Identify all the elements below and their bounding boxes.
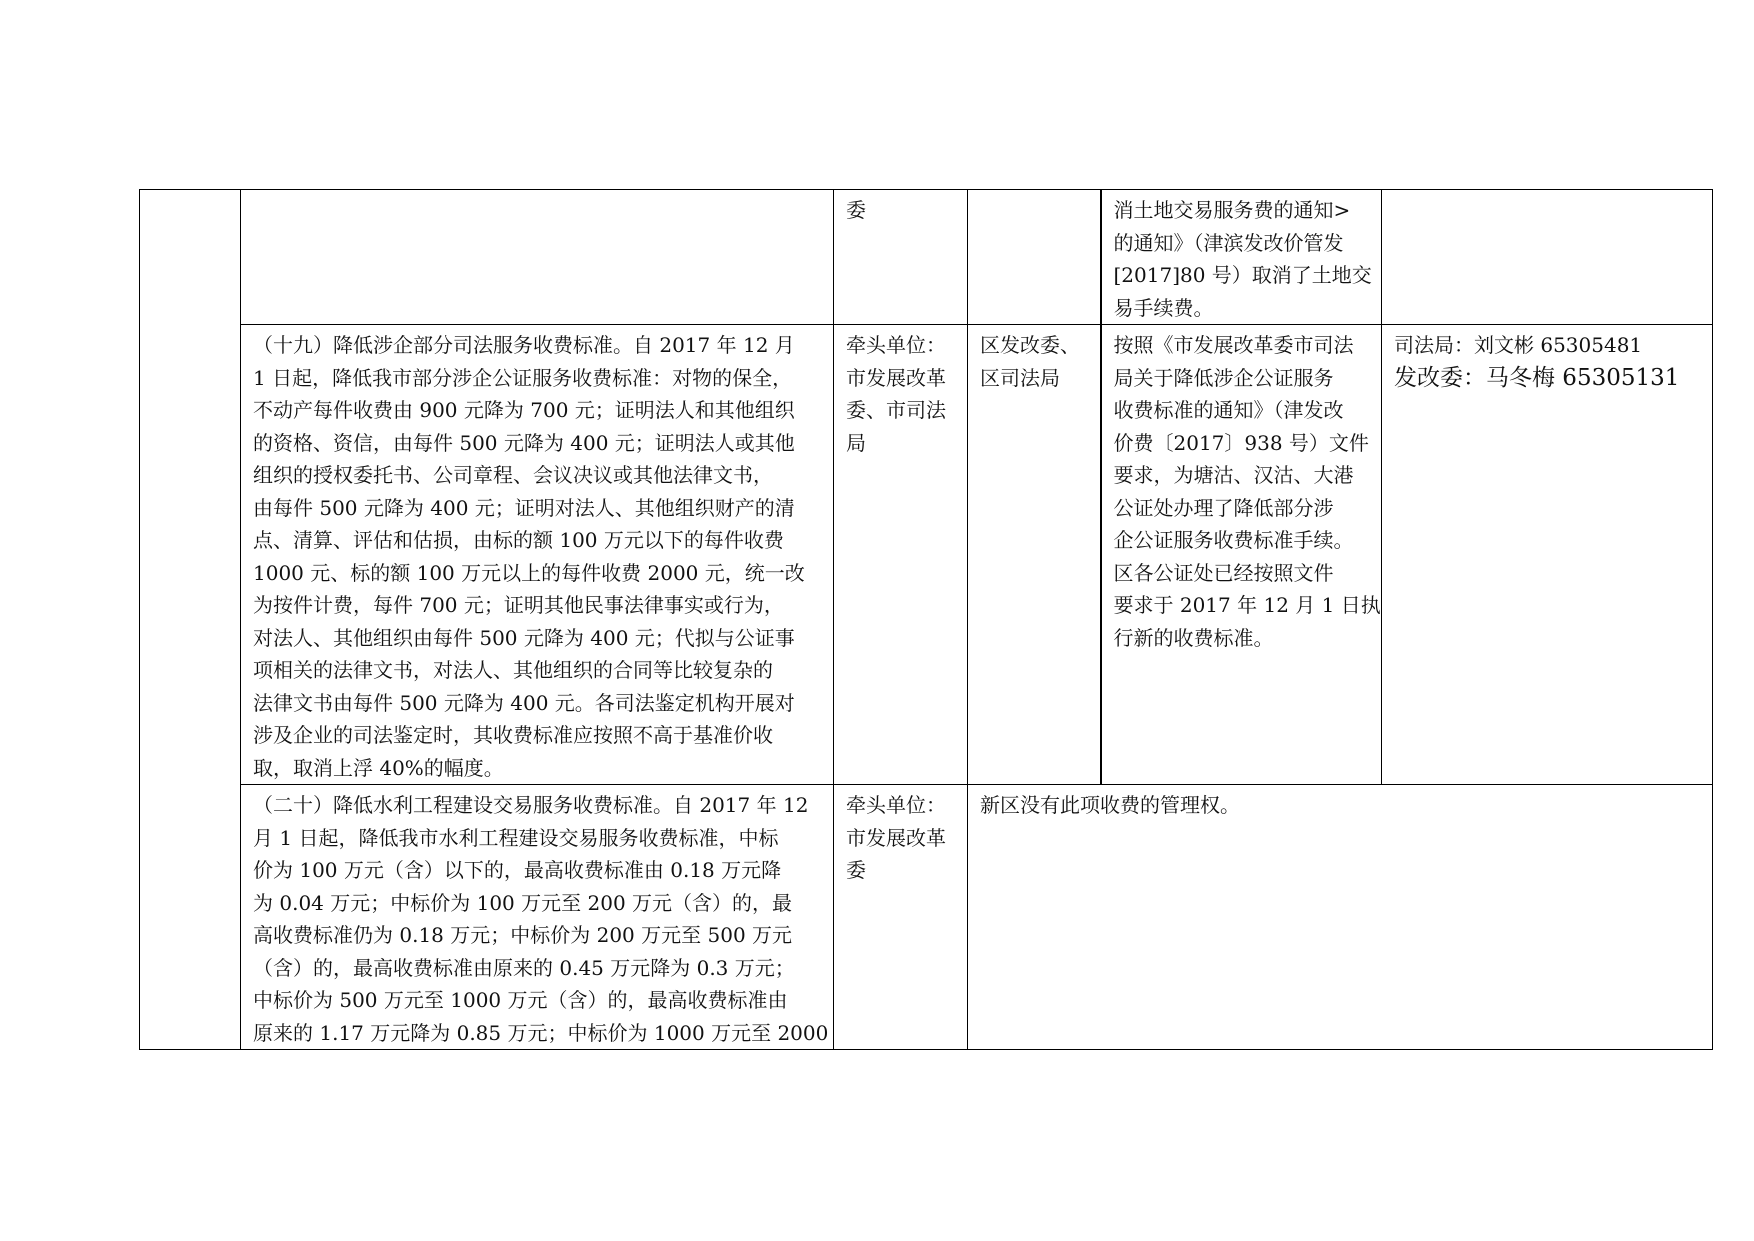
lead-unit-line: 牵头单位：	[846, 333, 946, 357]
progress-line: 区各公证处已经按照文件	[1113, 560, 1334, 585]
lead-unit-cell	[834, 325, 968, 785]
contact-cell	[1382, 190, 1713, 325]
progress-line: 按照《市发展改革委市司法	[1113, 333, 1354, 357]
measure-line: 的资格、资信，由每件 500 元降为 400 元；证明法人或其他	[253, 430, 795, 455]
table-row	[140, 785, 1713, 1050]
progress-line: 消土地交易服务费的通知>	[1113, 198, 1351, 222]
note-text: 新区没有此项收费的管理权。	[980, 793, 1240, 817]
measure-line: 价为 100 万元（含）以下的，最高收费标准由 0.18 万元降	[253, 858, 782, 882]
contact-cell	[1382, 325, 1713, 785]
progress-line: 易手续费。	[1113, 295, 1214, 320]
index-cell	[140, 190, 241, 1050]
measure-line: 1 日起，降低我市部分涉企公证服务收费标准：对物的保全，	[253, 365, 793, 390]
lead-unit-text: 委	[846, 198, 866, 222]
contact-line: 发改委：马冬梅 65305131	[1394, 364, 1680, 391]
lead-unit-line: 市发展改革	[846, 365, 946, 390]
progress-line: 的通知》（津滨发改价管发	[1113, 230, 1344, 255]
lead-unit-cell	[834, 785, 968, 1050]
measure-line: 高收费标准仍为 0.18 万元；中标价为 200 万元至 500 万元	[253, 923, 793, 947]
measure-line: 由每件 500 元降为 400 元；证明对法人、其他组织财产的清	[253, 495, 795, 520]
progress-line: 要求于 2017 年 12 月 1 日执	[1113, 593, 1381, 617]
measure-line: 原来的 1.17 万元降为 0.85 万元；中标价为 1000 万元至 2000	[253, 1020, 829, 1045]
contact-line: 司法局：刘文彬 65305481	[1394, 333, 1643, 357]
measure-line: （含）的，最高收费标准由原来的 0.45 万元降为 0.3 万元；	[253, 955, 795, 980]
measure-line: 为 0.04 万元；中标价为 100 万元至 200 万元（含）的，最	[253, 890, 793, 915]
progress-line: 要求，为塘沽、汉沽、大港	[1113, 463, 1354, 487]
measure-line: 月 1 日起，降低我市水利工程建设交易服务收费标准，中标	[253, 825, 779, 850]
table-row	[140, 325, 1713, 785]
measure-line: 对法人、其他组织由每件 500 元降为 400 元；代拟与公证事	[253, 625, 795, 650]
measure-line: 点、清算、评估和估损，由标的额 100 万元以下的每件收费	[253, 528, 784, 552]
lead-unit-line: 市发展改革	[846, 825, 946, 850]
measure-line: 组织的授权委托书、公司章程、会议决议或其他法律文书，	[253, 463, 773, 487]
measure-line: 不动产每件收费由 900 元降为 700 元；证明法人和其他组织	[253, 398, 795, 422]
measure-cell	[241, 785, 834, 1050]
district-unit-cell	[968, 325, 1101, 785]
progress-line: [2017]80 号）取消了土地交	[1113, 263, 1372, 287]
progress-line: 局关于降低涉企公证服务	[1113, 365, 1334, 390]
measure-line: （十九）降低涉企部分司法服务收费标准。自 2017 年 12 月	[253, 333, 795, 357]
measure-line: 项相关的法律文书，对法人、其他组织的合同等比较复杂的	[253, 658, 773, 682]
policy-table	[139, 189, 1713, 1050]
lead-unit-line: 委	[846, 858, 866, 882]
progress-line: 收费标准的通知》（津发改	[1113, 398, 1344, 422]
measure-line: 为按件计费，每件 700 元；证明其他民事法律事实或行为，	[253, 593, 784, 617]
lead-unit-line: 委、市司法	[846, 398, 946, 422]
progress-line: 价费〔2017〕938 号）文件	[1113, 430, 1369, 455]
measure-line: 法律文书由每件 500 元降为 400 元。各司法鉴定机构开展对	[253, 690, 795, 715]
progress-cell	[1101, 190, 1382, 325]
measure-cell	[241, 190, 834, 325]
note-cell	[968, 785, 1713, 1050]
district-unit-cell	[968, 190, 1101, 325]
measure-line: 中标价为 500 万元至 1000 万元（含）的，最高收费标准由	[253, 988, 788, 1012]
district-unit-line: 区发改委、	[980, 333, 1080, 357]
lead-unit-cell	[834, 190, 968, 325]
progress-line: 企公证服务收费标准手续。	[1113, 528, 1354, 552]
progress-line: 行新的收费标准。	[1113, 625, 1274, 650]
measure-cell	[241, 325, 834, 785]
progress-cell	[1101, 325, 1382, 785]
measure-line: （二十）降低水利工程建设交易服务收费标准。自 2017 年 12	[253, 793, 809, 817]
measure-line: 涉及企业的司法鉴定时，其收费标准应按照不高于基准价收	[253, 723, 773, 747]
table-row	[140, 190, 1713, 325]
lead-unit-line: 局	[846, 430, 866, 455]
lead-unit-line: 牵头单位：	[846, 793, 946, 817]
measure-line: 取，取消上浮 40%的幅度。	[253, 755, 504, 780]
district-unit-line: 区司法局	[980, 365, 1060, 390]
measure-line: 1000 元、标的额 100 万元以上的每件收费 2000 元，统一改	[253, 560, 805, 585]
progress-line: 公证处办理了降低部分涉	[1113, 495, 1334, 520]
